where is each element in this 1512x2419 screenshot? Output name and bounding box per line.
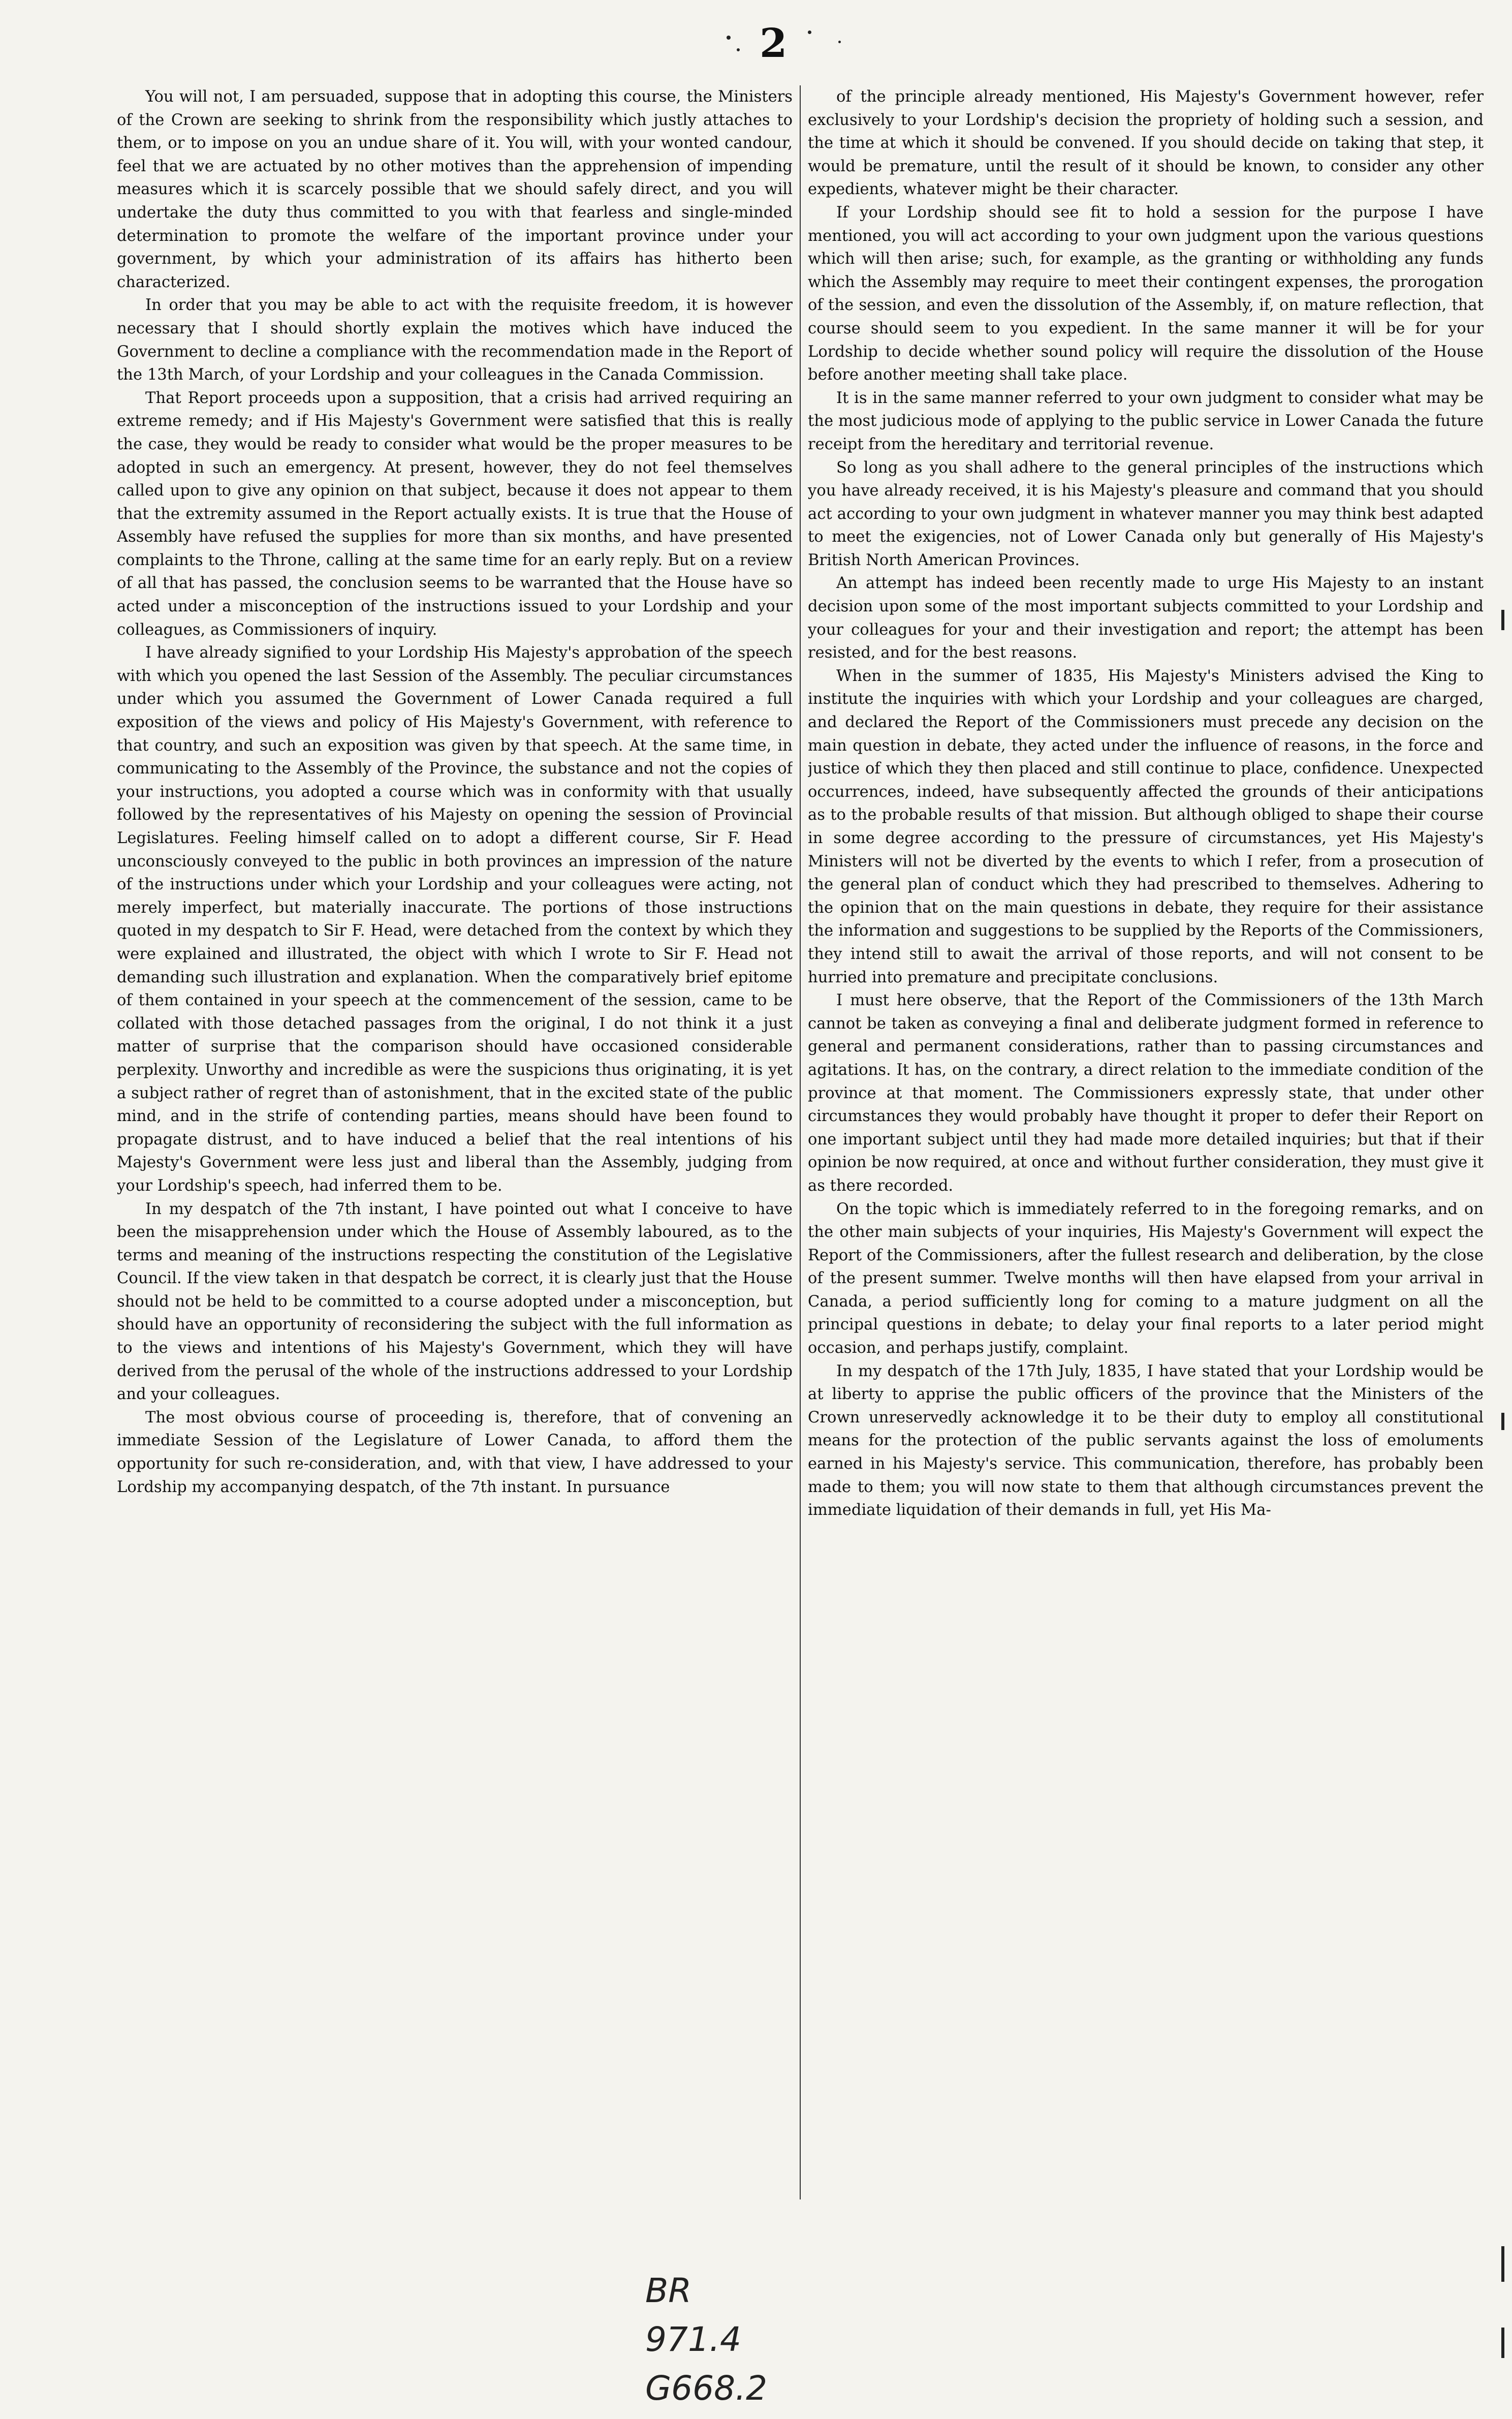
paragraph: I have already signified to your Lordship His Majesty's approbation of the speech with which you opened the last Session of the Assembly. The peculiar circumstances under which you assumed the Government of Lower Canada required a full exposition of the views and policy of His Majesty's Government, with reference to that country, and such an exposition was given by that speech. At the same time, in communicating to the Assembly of the Province, the substance and not the copies of your instructions, you adopted a course which was in conformity with that usually followed by the representatives of his Majesty on opening the session of Provincial Legislatures. Feeling himself called on to adopt a different course, Sir F. Head unconsciously conveyed to the public in both provinces an impression of the nature of the instructions under which your Lordship and your colleagues were acting, not merely imperfect, but materially inaccurate. The portions of those instructions quoted in my despatch to Sir F. Head, were detached from the context by which they were explained and illustrated, the object with which I wrote to Sir F. Head not demanding such illustration and explanation. When the comparatively brief epitome of them contained in your speech at the commencement of the session, came to be collated with those detached passages from the original, I do not think it a just matter of surprise that the comparison should have occasioned considerable perplexity. Unworthy and incredible as were the suspicions thus originating, it is yet a subject rather of regret than of astonishment, that in the excited state of the public mind, and in the strife of contending parties, means should have been found to propagate distrust, and to have induced a belief that the real intentions of his Majesty's Government were less just and liberal than the Assembly, judging from your Lordship's speech, had inferred them to be. [117,644,793,1195]
column-rule [800,85,801,2199]
ink-speck [808,30,811,34]
left-column [117,85,793,2240]
paragraph: So long as you shall adhere to the general principles of the instructions which you have already received, it is his Majesty's pleasure and command that you should act according to your own judgment in whatever manner you may think best adapted to meet the exigencies, not of Lower Canada only but generally of His Majesty's British North American Provinces. [808,458,1484,569]
margin-mark [1501,2246,1504,2282]
paragraph: An attempt has indeed been recently made to urge His Majesty to an instant decision upon some of the most important subjects committed to your Lordship and your colleagues for your and their investigation and report; the attempt has been resisted, and for the best reasons. [808,574,1484,662]
paragraph: of the principle already mentioned, His Majesty's Government however, refer exclusively to your Lordship's decision the propriety of holding such a session, and the time at which it should be convened. If you should decide on taking that step, it would be premature, until the result of it should be known, to consider any other expedients, whatever might be their character. [808,88,1484,199]
call-number-line: G668.2 [645,2369,768,2408]
paragraph: You will not, I am persuaded, suppose that in adopting this course, the Ministers of the Crown are seeking to shrink from the responsibility which justly attaches to them, or to impose on you an undue share of it. You will, with your wonted candour, feel that we are actuated by no other motives than the apprehension of impending measures which it is scarcely possible that we should safely direct, and you will undertake the duty thus committed to you with that fearless and single-minded determination to promote the welfare of the important province under your government, by which your administration of its affairs has hitherto been characterized. [117,88,793,291]
ink-speck [838,41,841,43]
ink-speck [727,36,731,40]
paragraph: On the topic which is immediately referred to in the foregoing remarks, and on the other main subjects of your inquiries, His Majesty's Government will expect the Report of the Commissioners, after the fullest research and deliberation, by the close of the present summer. Twelve months will then have elapsed from your arrival in Canada, a period sufficiently long for coming to a mature judgment on all the principal questions in debate; to delay your final reports to a later period might occasion, and perhaps justify, complaint. [808,1200,1484,1357]
paragraph: I must here observe, that the Report of the Commissioners of the 13th March cannot be taken as conveying a final and deliberate judgment formed in reference to general and permanent considerations, rather than to passing circumstances and agitations. It has, on the contrary, a direct relation to the immediate condition of the province at that moment. The Commissioners expressly state, that under other circumstances they would probably have thought it proper to defer their Report on one important subject until they had made more detailed inquiries; but that if their opinion be now required, at once and without further consideration, they must give it as there recorded. [808,991,1484,1195]
paragraph: In my despatch of the 7th instant, I have pointed out what I conceive to have been the misapprehension under which the House of Assembly laboured, as to the terms and meaning of the instructions respecting the constitution of the Legislative Council. If the view taken in that despatch be correct, it is clearly just that the House should not be held to be committed to a course adopted under a misconception, but should have an opportunity of reconsidering the subject with the full information as to the views and intentions of his Majesty's Government, which they will have derived from the perusal of the whole of the instructions addressed to your Lordship and your colleagues. [117,1200,793,1404]
ink-speck [737,48,740,51]
call-number-line: 971.4 [645,2320,741,2359]
paragraph: In my despatch of the 17th July, 1835, I have stated that your Lordship would be at liberty to apprise the public officers of the province that the Ministers of the Crown unreservedly acknowledge it to be their duty to employ all constitutional means for the protection of the public servants against the loss of emoluments earned in his Majesty's service. This communication, therefore, has probably been made to them; you will now state to them that although circumstances prevent the immediate liquidation of their demands in full, yet His Ma- [808,1362,1484,1519]
paragraph: The most obvious course of proceeding is, therefore, that of convening an immediate Session of the Legislature of Lower Canada, to afford them the opportunity for such re-consideration, and, with that view, I have addressed to your Lordship my accompanying despatch, of the 7th instant. In pursuance [117,1408,793,1496]
library-call-number [645,2267,767,2413]
paragraph: In order that you may be able to act with the requisite freedom, it is however necessary that I should shortly explain the motives which have induced the Government to decline a compliance with the recommendation made in the Report of the 13th March, of your Lordship and your colleagues in the Canada Commission. [117,296,793,384]
paragraph: If your Lordship should see fit to hold a session for the purpose I have mentioned, you will act according to your own judgment upon the various questions which will then arise; such, for example, as the granting or withholding any funds which the Assembly may require to meet their contingent expenses, the prorogation of the session, and even the dissolution of the Assembly, if, on mature reflection, that course should seem to you expedient. In the same manner it will be for your Lordship to decide whether sound policy will require the dissolution of the House before another meeting shall take place. [808,203,1484,384]
call-number-line: BR [645,2271,692,2310]
margin-mark [1501,2328,1504,2358]
page-number: 2 [760,20,788,67]
paragraph: That Report proceeds upon a supposition, that a crisis had arrived requiring an extreme remedy; and if His Majesty's Government were satisfied that this is really the case, they would be ready to consider what would be the proper measures to be adopted in such an emergency. At present, however, they do not feel themselves called upon to give any opinion on that subject, because it does not appear to them that the extremity assumed in the Report actually exists. It is true that the House of Assembly have refused the supplies for more than six months, and have presented complaints to the Throne, calling at the same time for an early reply. But on a review of all that has passed, the conclusion seems to be warranted that the House have so acted under a misconception of the instructions issued to your Lordship and your colleagues, as Commissioners of inquiry. [117,389,793,639]
paragraph: It is in the same manner referred to your own judgment to consider what may be the most judicious mode of applying to the public service in Lower Canada the future receipt from the hereditary and territorial revenue. [808,389,1484,453]
paragraph: When in the summer of 1835, His Majesty's Ministers advised the King to institute the inquiries with which your Lordship and your colleagues are charged, and declared the Report of the Commissioners must precede any decision on the main question in debate, they acted under the influence of reasons, in the force and justice of which they then placed and still continue to place, confidence. Unexpected occurrences, indeed, have subsequently affected the grounds of their anticipations as to the probable results of that mission. But although obliged to shape their course in some degree according to the pressure of circumstances, yet His Majesty's Ministers will not be diverted by the events to which I refer, from a prosecution of the general plan of conduct which they had prescribed to themselves. Adhering to the opinion that on the main questions in debate, they require for their assistance the information and suggestions to be supplied by the Reports of the Commissioners, they intend still to await the arrival of those reports, and will not consent to be hurried into premature and precipitate conclusions. [808,667,1484,986]
margin-mark [1501,1413,1504,1430]
right-column [808,85,1484,2240]
margin-mark [1501,610,1504,630]
text-columns [117,85,1484,2240]
